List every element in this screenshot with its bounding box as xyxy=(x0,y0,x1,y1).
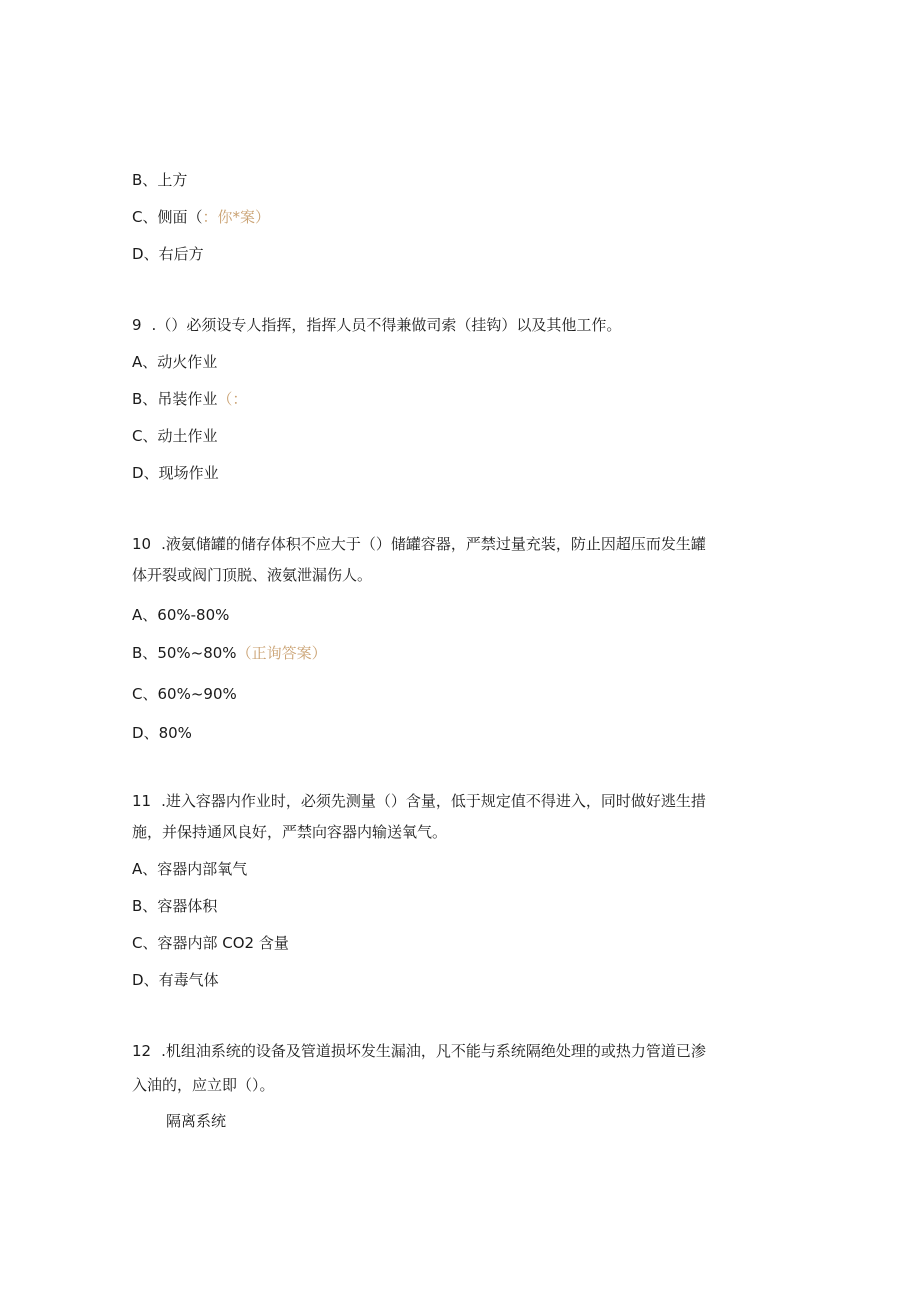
q9-option-b xyxy=(132,389,247,409)
q10-option-a xyxy=(132,605,229,625)
option-text: 60%-80% xyxy=(157,606,230,624)
option-text: 现场作业 xyxy=(158,464,219,482)
q10-option-c xyxy=(132,684,237,704)
q10-question-line1 xyxy=(132,534,706,554)
option-separator: 、 xyxy=(143,724,159,742)
q10-question-line2 xyxy=(132,565,372,585)
q8-option-b xyxy=(132,170,187,190)
option-key: A xyxy=(132,353,143,371)
question-text: 体开裂或阀门顶脱、液氨泄漏伤人。 xyxy=(132,566,373,584)
option-key: B xyxy=(132,644,143,662)
option-key: C xyxy=(132,685,143,703)
question-text: 入油的，应立即（）。 xyxy=(132,1076,275,1094)
question-number: 9 xyxy=(132,316,142,334)
question-text: .机组油系统的设备及管道损坏发生漏油，凡不能与系统隔绝处理的或热力管道已渗 xyxy=(161,1042,706,1060)
option-key: B xyxy=(132,897,143,915)
question-text: .进入容器内作业时，必须先测量（）含量，低于规定值不得进入，同时做好逃生措 xyxy=(161,792,706,810)
q10-option-b xyxy=(132,643,327,663)
option-text: 容器内部氧气 xyxy=(157,860,248,878)
option-separator: 、 xyxy=(142,685,158,703)
q12-question-line2 xyxy=(132,1075,275,1095)
option-separator: 、 xyxy=(142,353,158,371)
option-key: B xyxy=(132,171,143,189)
option-text: 容器体积 xyxy=(157,897,218,915)
q9-option-d xyxy=(132,463,219,483)
option-key: C xyxy=(132,208,143,226)
option-separator: 、 xyxy=(142,427,158,445)
option-separator: 、 xyxy=(142,897,158,915)
option-key: B xyxy=(132,390,143,408)
option-text: 动火作业 xyxy=(157,353,218,371)
q12-option-first xyxy=(166,1111,226,1131)
q11-option-c xyxy=(132,933,289,953)
q11-question-line1 xyxy=(132,791,706,811)
q8-option-c xyxy=(132,207,270,227)
option-key: D xyxy=(132,464,144,482)
option-text: 隔离系统 xyxy=(166,1112,227,1130)
q10-option-d xyxy=(132,723,192,743)
answer-note: （： xyxy=(217,390,248,408)
option-key: A xyxy=(132,860,143,878)
option-key: D xyxy=(132,971,144,989)
option-key: D xyxy=(132,724,144,742)
question-text: .（）必须设专人指挥，指挥人员不得兼做司索（挂钩）以及其他工作。 xyxy=(151,316,622,334)
option-separator: 、 xyxy=(143,245,159,263)
option-key: D xyxy=(132,245,144,263)
answer-note: （正询答案） xyxy=(236,644,327,662)
option-text: 50%~80% xyxy=(157,644,237,662)
option-key: C xyxy=(132,934,143,952)
q12-question-line1 xyxy=(132,1041,706,1061)
option-separator: 、 xyxy=(142,934,158,952)
q9-option-a xyxy=(132,352,217,372)
option-text: 容器内部 CO2 含量 xyxy=(157,934,289,952)
q11-question-line2 xyxy=(132,822,447,842)
q9-option-c xyxy=(132,426,218,446)
option-separator: 、 xyxy=(142,390,158,408)
q11-option-b xyxy=(132,896,217,916)
q11-option-d xyxy=(132,970,219,990)
q8-option-d xyxy=(132,244,204,264)
q11-option-a xyxy=(132,859,247,879)
option-key: C xyxy=(132,427,143,445)
question-number: 11 xyxy=(132,792,152,810)
option-text: 80% xyxy=(158,724,192,742)
option-separator: 、 xyxy=(142,606,158,624)
option-separator: 、 xyxy=(143,464,159,482)
question-text: 施，并保持通风良好，严禁向容器内输送氧气。 xyxy=(132,823,448,841)
q9-question xyxy=(132,315,621,335)
option-key: A xyxy=(132,606,143,624)
option-separator: 、 xyxy=(143,971,159,989)
question-number: 12 xyxy=(132,1042,152,1060)
option-text: 60%~90% xyxy=(157,685,237,703)
option-text: 右后方 xyxy=(158,245,204,263)
option-separator: 、 xyxy=(142,644,158,662)
option-text: 侧面（ xyxy=(157,208,203,226)
option-separator: 、 xyxy=(142,860,158,878)
option-separator: 、 xyxy=(142,208,158,226)
option-text: 动土作业 xyxy=(157,427,218,445)
question-number: 10 xyxy=(132,535,152,553)
option-separator: 、 xyxy=(142,171,158,189)
option-text: 上方 xyxy=(157,171,188,189)
option-text: 有毒气体 xyxy=(158,971,219,989)
option-text: 吊装作业 xyxy=(157,390,218,408)
question-text: .液氨储罐的储存体积不应大于（）储罐容器，严禁过量充装，防止因超压而发生罐 xyxy=(161,535,706,553)
answer-note: ：你*案） xyxy=(202,208,271,226)
